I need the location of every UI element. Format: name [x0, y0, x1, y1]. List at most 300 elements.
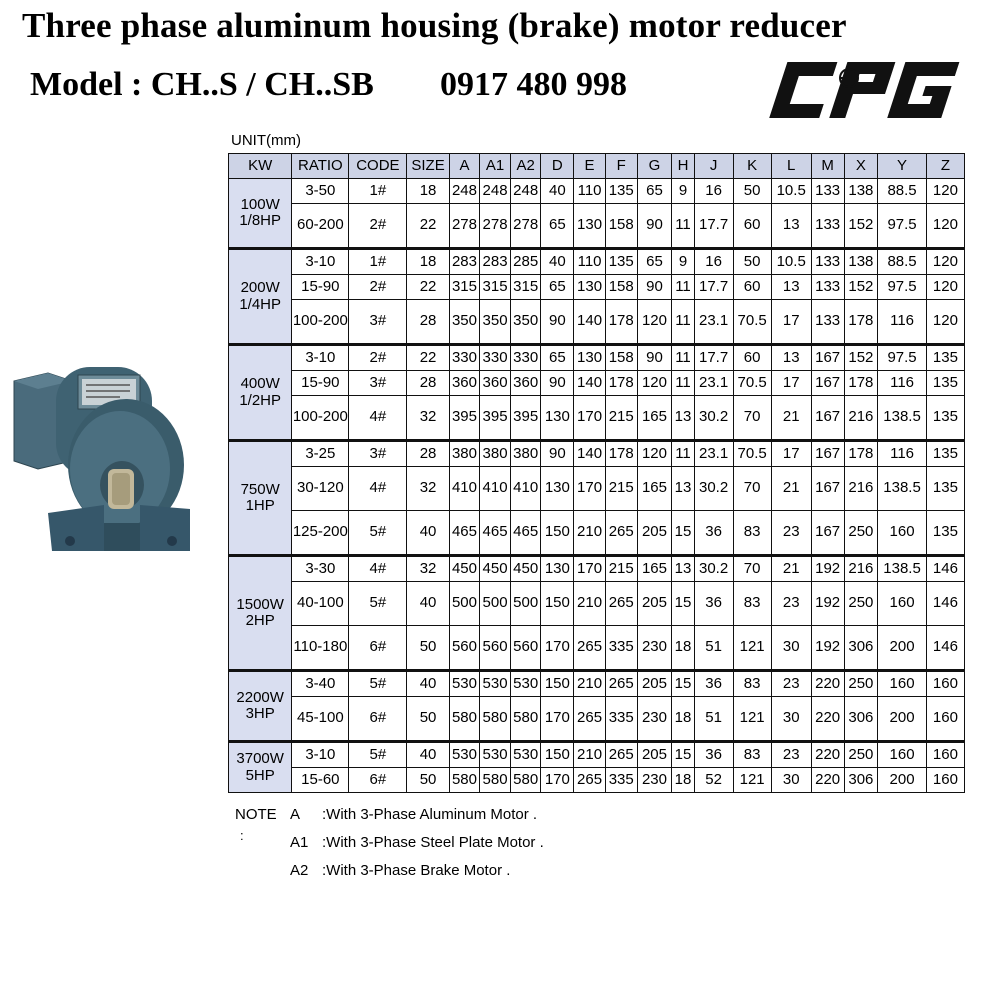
table-cell: 90: [541, 441, 574, 467]
table-cell: 51: [694, 626, 733, 671]
table-cell: 146: [926, 626, 964, 671]
table-cell: 133: [811, 249, 844, 275]
table-cell: 9: [672, 179, 694, 204]
table-cell: 335: [605, 697, 637, 742]
table-cell: 315: [510, 275, 541, 300]
table-cell: 18: [407, 249, 449, 275]
table-cell: 116: [878, 441, 927, 467]
table-cell: 17: [771, 441, 811, 467]
table-cell: 158: [605, 275, 637, 300]
table-cell: 120: [926, 275, 964, 300]
table-row: [229, 441, 965, 467]
table-cell: 283: [480, 249, 511, 275]
kw-cell: 200W 1/4HP: [229, 249, 292, 345]
table-cell: 140: [574, 300, 606, 345]
table-cell: 380: [510, 441, 541, 467]
table-cell: 5#: [349, 511, 407, 556]
table-cell: 205: [637, 742, 672, 768]
table-cell: 36: [694, 511, 733, 556]
table-cell: 335: [605, 768, 637, 793]
table-cell: 133: [811, 204, 844, 249]
table-cell: 167: [811, 371, 844, 396]
note-text: :With 3-Phase Aluminum Motor .: [322, 806, 538, 823]
table-row: [229, 768, 965, 793]
table-cell: 152: [844, 275, 878, 300]
note-label: NOTE: [235, 806, 277, 823]
table-cell: 200: [878, 768, 927, 793]
table-cell: 1#: [349, 179, 407, 204]
note-code: A1: [290, 834, 309, 851]
table-cell: 23.1: [694, 300, 733, 345]
table-cell: 135: [926, 441, 964, 467]
table-cell: 15: [672, 511, 694, 556]
phone-number: 0917 480 998: [440, 66, 627, 103]
table-cell: 250: [844, 511, 878, 556]
table-cell: 17.7: [694, 204, 733, 249]
table-cell: 215: [605, 396, 637, 441]
table-cell: 160: [926, 671, 964, 697]
table-cell: 330: [510, 345, 541, 371]
table-cell: 178: [844, 300, 878, 345]
column-header: L: [771, 154, 811, 179]
table-cell: 3-10: [292, 249, 349, 275]
table-cell: 265: [574, 768, 606, 793]
table-cell: 350: [480, 300, 511, 345]
table-cell: 70: [733, 396, 771, 441]
table-cell: 138: [844, 179, 878, 204]
table-cell: 530: [449, 671, 480, 697]
table-row: [229, 511, 965, 556]
table-cell: 16: [694, 179, 733, 204]
kw-cell: 2200W 3HP: [229, 671, 292, 742]
table-cell: 18: [672, 626, 694, 671]
table-cell: 3-30: [292, 556, 349, 582]
table-cell: 250: [844, 582, 878, 626]
column-header: A: [449, 154, 480, 179]
table-cell: 40: [407, 582, 449, 626]
table-cell: 50: [407, 697, 449, 742]
column-header: E: [574, 154, 606, 179]
table-cell: 28: [407, 441, 449, 467]
table-cell: 83: [733, 742, 771, 768]
column-header: SIZE: [407, 154, 449, 179]
table-cell: 22: [407, 345, 449, 371]
table-cell: 30: [771, 768, 811, 793]
table-cell: 192: [811, 582, 844, 626]
table-cell: 248: [510, 179, 541, 204]
table-cell: 167: [811, 441, 844, 467]
table-cell: 2#: [349, 345, 407, 371]
table-cell: 17: [771, 300, 811, 345]
table-cell: 21: [771, 396, 811, 441]
table-cell: 125-200: [292, 511, 349, 556]
table-cell: 170: [574, 467, 606, 511]
table-cell: 90: [541, 300, 574, 345]
table-cell: 133: [811, 179, 844, 204]
table-cell: 110: [574, 179, 606, 204]
table-cell: 178: [605, 441, 637, 467]
column-header: A2: [510, 154, 541, 179]
table-cell: 30: [771, 626, 811, 671]
page-title: Three phase aluminum housing (brake) motor reducer: [22, 6, 847, 45]
table-cell: 315: [449, 275, 480, 300]
table-cell: 6#: [349, 697, 407, 742]
table-cell: 216: [844, 396, 878, 441]
table-cell: 135: [926, 345, 964, 371]
table-cell: 160: [878, 742, 927, 768]
note-text: :With 3-Phase Brake Motor .: [322, 862, 511, 879]
table-cell: 18: [672, 697, 694, 742]
table-row: [229, 179, 965, 204]
table-cell: 283: [449, 249, 480, 275]
table-cell: 120: [637, 300, 672, 345]
table-cell: 36: [694, 582, 733, 626]
table-cell: 9: [672, 249, 694, 275]
table-cell: 465: [449, 511, 480, 556]
table-cell: 160: [878, 671, 927, 697]
table-cell: 15-90: [292, 371, 349, 396]
table-cell: 330: [449, 345, 480, 371]
table-cell: 160: [926, 742, 964, 768]
table-cell: 90: [541, 371, 574, 396]
table-cell: 83: [733, 511, 771, 556]
table-cell: 130: [574, 275, 606, 300]
table-cell: 192: [811, 556, 844, 582]
table-cell: 158: [605, 204, 637, 249]
table-cell: 306: [844, 768, 878, 793]
table-cell: 170: [541, 626, 574, 671]
table-cell: 130: [574, 345, 606, 371]
table-cell: 116: [878, 371, 927, 396]
column-header: F: [605, 154, 637, 179]
table-cell: 40: [407, 742, 449, 768]
table-cell: 40: [541, 249, 574, 275]
kw-cell: 750W 1HP: [229, 441, 292, 556]
table-cell: 130: [541, 556, 574, 582]
table-cell: 200: [878, 626, 927, 671]
table-cell: 250: [844, 742, 878, 768]
table-cell: 265: [605, 742, 637, 768]
table-cell: 248: [449, 179, 480, 204]
table-cell: 11: [672, 441, 694, 467]
table-cell: 120: [926, 204, 964, 249]
table-cell: 216: [844, 467, 878, 511]
table-cell: 178: [844, 441, 878, 467]
table-cell: 88.5: [878, 179, 927, 204]
table-cell: 65: [541, 345, 574, 371]
table-cell: 70.5: [733, 371, 771, 396]
table-cell: 30-120: [292, 467, 349, 511]
table-cell: 11: [672, 275, 694, 300]
note-code: A: [290, 806, 301, 823]
table-cell: 170: [541, 697, 574, 742]
table-cell: 178: [605, 300, 637, 345]
table-cell: 90: [637, 275, 672, 300]
table-cell: 6#: [349, 626, 407, 671]
table-cell: 50: [733, 179, 771, 204]
table-cell: 18: [407, 179, 449, 204]
table-cell: 15: [672, 582, 694, 626]
table-cell: 395: [449, 396, 480, 441]
table-cell: 350: [449, 300, 480, 345]
table-cell: 530: [480, 742, 511, 768]
table-cell: 450: [449, 556, 480, 582]
table-row: [229, 582, 965, 626]
table-cell: 150: [541, 742, 574, 768]
table-cell: 285: [510, 249, 541, 275]
table-cell: 83: [733, 582, 771, 626]
table-cell: 18: [672, 768, 694, 793]
table-cell: 165: [637, 556, 672, 582]
table-cell: 330: [480, 345, 511, 371]
table-cell: 395: [480, 396, 511, 441]
table-cell: 5#: [349, 582, 407, 626]
table-cell: 45-100: [292, 697, 349, 742]
table-cell: 170: [574, 396, 606, 441]
table-cell: 100-200: [292, 396, 349, 441]
table-cell: 28: [407, 300, 449, 345]
table-cell: 580: [480, 768, 511, 793]
table-cell: 205: [637, 511, 672, 556]
column-header: Y: [878, 154, 927, 179]
table-cell: 83: [733, 671, 771, 697]
table-cell: 150: [541, 671, 574, 697]
table-cell: 210: [574, 582, 606, 626]
table-cell: 138.5: [878, 396, 927, 441]
table-cell: 2#: [349, 204, 407, 249]
table-row: [229, 697, 965, 742]
table-row: [229, 371, 965, 396]
table-cell: 10.5: [771, 249, 811, 275]
table-cell: 135: [926, 467, 964, 511]
table-cell: 50: [407, 768, 449, 793]
table-cell: 160: [926, 697, 964, 742]
table-cell: 130: [574, 204, 606, 249]
table-cell: 90: [637, 204, 672, 249]
column-header: RATIO: [292, 154, 349, 179]
table-cell: 110-180: [292, 626, 349, 671]
kw-cell: 100W 1/8HP: [229, 179, 292, 249]
table-cell: 450: [480, 556, 511, 582]
table-cell: 23: [771, 511, 811, 556]
table-cell: 230: [637, 626, 672, 671]
table-cell: 32: [407, 396, 449, 441]
table-cell: 16: [694, 249, 733, 275]
table-cell: 146: [926, 582, 964, 626]
table-cell: 167: [811, 396, 844, 441]
note-code: A2: [290, 862, 309, 879]
table-cell: 116: [878, 300, 927, 345]
table-cell: 23: [771, 671, 811, 697]
gear-motor-image: [8, 345, 194, 555]
table-cell: 65: [637, 179, 672, 204]
column-header: M: [811, 154, 844, 179]
table-cell: 135: [926, 396, 964, 441]
table-cell: 13: [771, 345, 811, 371]
table-cell: 4#: [349, 467, 407, 511]
table-cell: 580: [510, 697, 541, 742]
table-cell: 158: [605, 345, 637, 371]
table-cell: 335: [605, 626, 637, 671]
table-cell: 380: [449, 441, 480, 467]
table-cell: 22: [407, 204, 449, 249]
table-cell: 2#: [349, 275, 407, 300]
table-cell: 23.1: [694, 441, 733, 467]
table-cell: 30.2: [694, 556, 733, 582]
table-cell: 13: [672, 396, 694, 441]
table-cell: 360: [480, 371, 511, 396]
table-cell: 135: [605, 249, 637, 275]
table-row: [229, 204, 965, 249]
kw-cell: 1500W 2HP: [229, 556, 292, 671]
table-cell: 3-40: [292, 671, 349, 697]
table-cell: 11: [672, 345, 694, 371]
table-cell: 465: [480, 511, 511, 556]
table-cell: 160: [926, 768, 964, 793]
table-cell: 3#: [349, 300, 407, 345]
table-cell: 121: [733, 697, 771, 742]
table-cell: 51: [694, 697, 733, 742]
table-cell: 32: [407, 556, 449, 582]
table-cell: 3-25: [292, 441, 349, 467]
table-cell: 230: [637, 768, 672, 793]
table-cell: 121: [733, 626, 771, 671]
note-colon: :: [240, 828, 244, 843]
table-cell: 133: [811, 275, 844, 300]
table-cell: 60: [733, 345, 771, 371]
table-cell: 165: [637, 467, 672, 511]
model-line: Model : CH..S / CH..SB: [30, 66, 374, 103]
table-row: [229, 626, 965, 671]
table-cell: 40: [407, 511, 449, 556]
table-cell: 4#: [349, 396, 407, 441]
table-cell: 250: [844, 671, 878, 697]
table-cell: 530: [510, 671, 541, 697]
table-cell: 100-200: [292, 300, 349, 345]
table-cell: 530: [480, 671, 511, 697]
table-cell: 11: [672, 371, 694, 396]
table-cell: 265: [605, 511, 637, 556]
table-cell: 3-10: [292, 345, 349, 371]
table-cell: 278: [510, 204, 541, 249]
table-cell: 97.5: [878, 275, 927, 300]
table-cell: 120: [926, 249, 964, 275]
table-cell: 3-10: [292, 742, 349, 768]
table-cell: 120: [637, 441, 672, 467]
table-cell: 210: [574, 742, 606, 768]
table-cell: 220: [811, 742, 844, 768]
table-cell: 410: [449, 467, 480, 511]
table-cell: 140: [574, 371, 606, 396]
table-cell: 178: [605, 371, 637, 396]
column-header: CODE: [349, 154, 407, 179]
table-cell: 135: [926, 511, 964, 556]
table-cell: 110: [574, 249, 606, 275]
table-cell: 120: [926, 179, 964, 204]
table-cell: 13: [672, 467, 694, 511]
table-row: [229, 249, 965, 275]
table-cell: 278: [480, 204, 511, 249]
table-cell: 40: [407, 671, 449, 697]
table-cell: 60-200: [292, 204, 349, 249]
table-cell: 580: [449, 697, 480, 742]
table-cell: 40-100: [292, 582, 349, 626]
table-cell: 28: [407, 371, 449, 396]
table-cell: 215: [605, 556, 637, 582]
table-cell: 500: [510, 582, 541, 626]
table-cell: 11: [672, 300, 694, 345]
table-row: [229, 300, 965, 345]
table-cell: 530: [449, 742, 480, 768]
column-header: A1: [480, 154, 511, 179]
table-cell: 21: [771, 467, 811, 511]
table-cell: 3-50: [292, 179, 349, 204]
table-cell: 4#: [349, 556, 407, 582]
table-cell: 160: [878, 582, 927, 626]
table-cell: 265: [574, 697, 606, 742]
table-cell: 17.7: [694, 275, 733, 300]
table-cell: 23: [771, 582, 811, 626]
table-cell: 170: [574, 556, 606, 582]
table-cell: 10.5: [771, 179, 811, 204]
table-cell: 133: [811, 300, 844, 345]
table-cell: 560: [510, 626, 541, 671]
table-cell: 450: [510, 556, 541, 582]
table-cell: 580: [480, 697, 511, 742]
table-cell: 220: [811, 697, 844, 742]
column-header: D: [541, 154, 574, 179]
column-header: X: [844, 154, 878, 179]
table-cell: 138: [844, 249, 878, 275]
table-cell: 138.5: [878, 467, 927, 511]
table-cell: 65: [541, 204, 574, 249]
table-cell: 1#: [349, 249, 407, 275]
table-cell: 121: [733, 768, 771, 793]
table-cell: 167: [811, 511, 844, 556]
table-cell: 52: [694, 768, 733, 793]
table-row: [229, 275, 965, 300]
table-cell: 205: [637, 671, 672, 697]
table-cell: 130: [541, 467, 574, 511]
table-cell: 30.2: [694, 396, 733, 441]
table-cell: 17.7: [694, 345, 733, 371]
table-cell: 178: [844, 371, 878, 396]
column-header: KW: [229, 154, 292, 179]
table-cell: 278: [449, 204, 480, 249]
table-row: [229, 396, 965, 441]
table-row: [229, 345, 965, 371]
table-cell: 11: [672, 204, 694, 249]
table-cell: 146: [926, 556, 964, 582]
table-cell: 530: [510, 742, 541, 768]
table-cell: 120: [637, 371, 672, 396]
cpg-logo: [758, 54, 978, 126]
table-cell: 205: [637, 582, 672, 626]
table-cell: 170: [541, 768, 574, 793]
table-cell: 167: [811, 467, 844, 511]
table-cell: 30: [771, 697, 811, 742]
table-cell: 30.2: [694, 467, 733, 511]
table-cell: 6#: [349, 768, 407, 793]
table-cell: 210: [574, 511, 606, 556]
table-cell: 410: [510, 467, 541, 511]
column-header: K: [733, 154, 771, 179]
table-row: [229, 742, 965, 768]
table-row: [229, 467, 965, 511]
table-cell: 50: [407, 626, 449, 671]
table-cell: 360: [510, 371, 541, 396]
table-cell: 50: [733, 249, 771, 275]
